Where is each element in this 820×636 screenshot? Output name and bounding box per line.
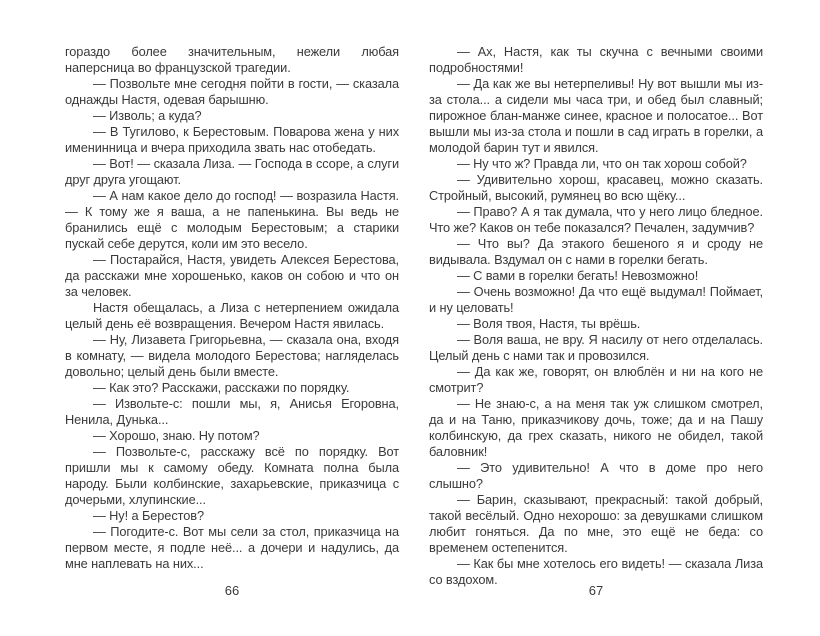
paragraph: — Хорошо, знаю. Ну потом? — [93, 428, 260, 443]
paragraph: — Воля твоя, Настя, ты врёшь. — [457, 316, 641, 331]
paragraph: — Да как же вы нетерпеливы! Ну вот вышли мы из-за стола... а сидели мы часа три, и обед был славный; пирожное блан-манже синее, красное и полосатое... Вот вышли мы из-за стола и пошли в сад играть в горелки, а молодой барин тут и явился. — [429, 76, 763, 155]
paragraph: — Ну что ж? Правда ли, что он так хорош собой? — [457, 156, 747, 171]
page-left — [65, 0, 399, 636]
paragraph: — Как бы мне хотелось его видеть! — сказала Лиза со вздохом. — [429, 556, 763, 587]
paragraph: — Очень возможно! Да что ещё выдумал! Поймает, и ну целовать! — [429, 284, 763, 315]
paragraph: — Позвольте мне сегодня пойти в гости, — сказала однажды Настя, одевая барышню. — [65, 76, 399, 107]
paragraph: — Вот! — сказала Лиза. — Господа в ссоре, а слуги друг друга угощают. — [65, 156, 399, 187]
paragraph: — Право? А я так думала, что у него лицо бледное. Что же? Каков он тебе показался? Печален, задумчив? — [429, 204, 763, 235]
paragraph: гораздо более значительным, нежели любая наперсница во французской трагедии. — [65, 44, 399, 75]
paragraph: — Барин, сказывают, прекрасный: такой добрый, такой весёлый. Одно нехорошо: за девушками слишком любит гоняться. Да по мне, это ещё не беда: со временем остепенится. — [429, 492, 763, 555]
paragraph: — Воля ваша, не вру. Я насилу от него отделалась. Целый день с нами так и провозился. — [429, 332, 763, 363]
paragraph: — Как это? Расскажи, расскажи по порядку. — [93, 380, 350, 395]
paragraph: — Ну, Лизавета Григорьевна, — сказала она, входя в комнату, — видела молодого Берестова; нагляделась довольно; целый день были вместе. — [65, 332, 399, 379]
paragraph: — Что вы? Да этакого бешеного я и сроду не видывала. Вздумал он с нами в горелки бегать. — [429, 236, 763, 267]
paragraph: — Ах, Настя, как ты скучна с вечными своими подробностями! — [429, 44, 763, 75]
paragraph: — Погодите-с. Вот мы сели за стол, приказчица на первом месте, я подле неё... а дочери и надулись, да мне наплевать на них... — [65, 524, 399, 571]
page-left-text — [65, 44, 399, 572]
paragraph: — Позвольте-с, расскажу всё по порядку. Вот пришли мы к самому обеду. Комната полна была народу. Были колбинские, захарьевские, приказчица с дочерьми, хлупинские... — [65, 444, 399, 507]
paragraph: — Удивительно хорош, красавец, можно сказать. Стройный, высокий, румянец во всю щёку... — [429, 172, 763, 203]
paragraph: — Постарайся, Настя, увидеть Алексея Берестова, да расскажи мне хорошенько, каков он собою и что он за человек. — [65, 252, 399, 299]
page-right-text — [429, 44, 763, 588]
page-right — [429, 0, 763, 636]
paragraph: — Не знаю-с, а на меня так уж слишком смотрел, да и на Таню, приказчикову дочь, тоже; да и на Пашу колбинскую, да грех сказать, никого не обидел, такой баловник! — [429, 396, 763, 459]
paragraph: — Да как же, говорят, он влюблён и ни на кого не смотрит? — [429, 364, 763, 395]
page-number-left: 66 — [224, 583, 240, 598]
paragraph: — Извольте-с: пошли мы, я, Анисья Егоровна, Ненила, Дунька... — [65, 396, 399, 427]
paragraph: — А нам какое дело до господ! — возразила Настя. — К тому же я ваша, а не папенькина. Вы ведь не бранились ещё с молодым Берестовым; а старики пускай себе дерутся, коли им это весело. — [65, 188, 399, 251]
paragraph: — Изволь; а куда? — [93, 108, 202, 123]
paragraph: — Это удивительно! А что в доме про него слышно? — [429, 460, 763, 491]
page-number-right: 67 — [588, 583, 604, 598]
paragraph: — Ну! а Берестов? — [93, 508, 204, 523]
paragraph: Настя обещалась, а Лиза с нетерпением ожидала целый день её возвращения. Вечером Настя явилась. — [65, 300, 399, 331]
paragraph: — С вами в горелки бегать! Невозможно! — [457, 268, 699, 283]
paragraph: — В Тугилово, к Берестовым. Поварова жена у них именинница и вчера приходила звать нас отобедать. — [65, 124, 399, 155]
